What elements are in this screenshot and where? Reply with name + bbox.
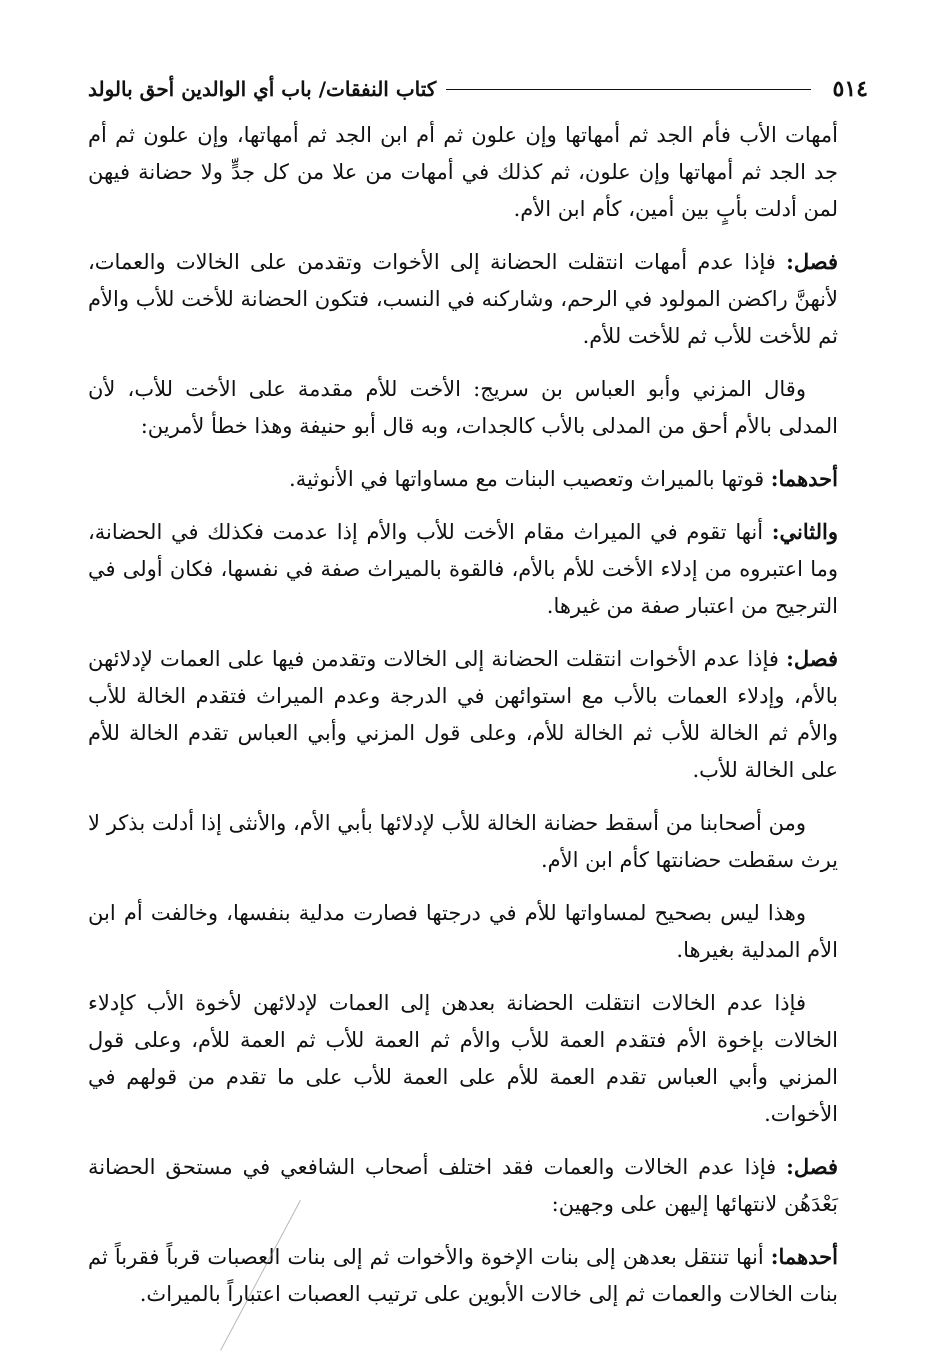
paragraph-text: فإذا عدم أمهات انتقلت الحضانة إلى الأخوات وتقدمن على الخالات والعمات، لأنهنَّ راكضن المولود في الرحم، وشاركنه في النسب، فتكون الحضانة للأخت للأب والأم ثم للأخت للأب ثم للأخت للأم. [88, 250, 838, 348]
paragraph-text: وقال المزني وأبو العباس بن سريج: الأخت للأم مقدمة على الأخت للأب، لأن المدلى بالأم أحق من المدلى بالأب كالجدات، وبه قال أبو حنيفة وهذا خطأ لأمرين: [88, 377, 838, 438]
paragraph [88, 513, 838, 625]
paragraph-lead: فصل: [786, 646, 838, 671]
paragraph [88, 640, 838, 789]
page-number: ٥١٤ [832, 76, 868, 102]
paragraph-lead: أحدهما: [770, 466, 838, 491]
paragraph [88, 243, 838, 355]
paragraph-text: أنها تنتقل بعدهن إلى بنات الإخوة والأخوات ثم إلى بنات العصبات قرباً فقرباً ثم بنات الخالات والعمات ثم إلى خالات الأبوين على ترتيب العصبات اعتباراً بالميراث. [88, 1245, 838, 1306]
paragraph [88, 984, 838, 1133]
paragraph-text: فإذا عدم الأخوات انتقلت الحضانة إلى الخالات وتقدمن فيها على العمات لإدلائهن بالأم، وإدلاء العمات بالأب مع استوائهن في الدرجة وعدم الميراث فتقدم الخالة للأب والأم ثم الخالة للأب ثم الخالة للأم، وعلى قول المزني وأبي العباس تقدم الخالة للأم على الخالة للأب. [88, 647, 838, 782]
paragraph [88, 460, 838, 498]
paragraph-text: فإذا عدم الخالات والعمات فقد اختلف أصحاب الشافعي في مستحق الحضانة بَعْدَهُن لانتهائها إليهن على وجهين: [88, 1155, 838, 1216]
header-rule [446, 89, 810, 90]
paragraph [88, 116, 838, 228]
paragraph-text: وهذا ليس بصحيح لمساواتها للأم في درجتها فصارت مدلية بنفسها، وخالفت أم ابن الأم المدلية بغيرها. [88, 901, 838, 962]
paragraph-text: قوتها بالميراث وتعصيب البنات مع مساواتها في الأنوثية. [289, 467, 771, 491]
paragraph-text: أنها تقوم في الميراث مقام الأخت للأب والأم إذا عدمت فكذلك في الحضانة، وما اعتبروه من إدلاء الأخت للأم بالأم، فالقوة بالميراث صفة في نفسها، فكان أولى في الترجيح من اعتبار صفة من غيرها. [88, 520, 838, 618]
paragraph-lead: أحدهما: [770, 1244, 838, 1269]
paragraph [88, 1238, 838, 1313]
paragraph-text: فإذا عدم الخالات انتقلت الحضانة بعدهن إلى العمات لإدلائهن لأخوة الأب كإدلاء الخالات بإخوة الأم فتقدم العمة للأب والأم ثم العمة للأب ثم العمة للأم، وعلى قول المزني وأبي العباس تقدم العمة للأم على العمة للأب على ما تقدم من قولهم في الأخوات. [88, 991, 838, 1126]
paragraph-lead: والثاني: [771, 519, 838, 544]
page-body [88, 116, 838, 1328]
paragraph [88, 370, 838, 445]
page-header [88, 72, 868, 106]
running-title: كتاب النفقات/ باب أي الوالدين أحق بالولد [88, 77, 437, 101]
paragraph-lead: فصل: [786, 1154, 838, 1179]
paragraph-lead: فصل: [786, 249, 838, 274]
paragraph-text: ومن أصحابنا من أسقط حضانة الخالة للأب لإدلائها بأبي الأم، والأنثى إذا أدلت بذكر لا يرث سقطت حضانتها كأم ابن الأم. [88, 811, 838, 872]
paragraph-text: أمهات الأب فأم الجد ثم أمهاتها وإن علون ثم أم ابن الجد ثم أمهاتها، وإن علون ثم أم جد الجد ثم أمهاتها وإن علون، ثم كذلك في أمهات من علا من كل جدٍّ ولا حضانة فيهن لمن أدلت بأبٍ بين أمين، كأم ابن الأم. [88, 123, 838, 221]
paragraph [88, 804, 838, 879]
paragraph [88, 894, 838, 969]
paragraph [88, 1148, 838, 1223]
